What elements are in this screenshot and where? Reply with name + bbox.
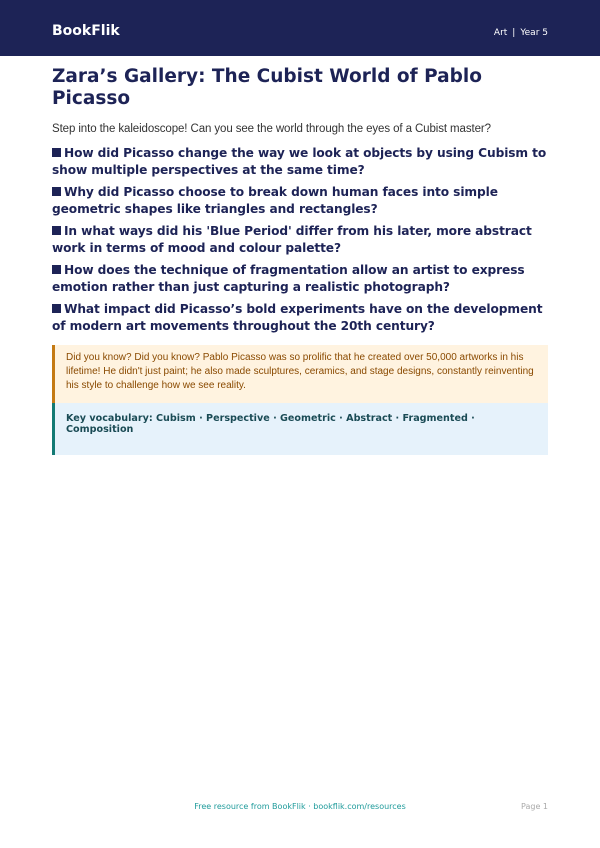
- year-label: Year 5: [520, 28, 548, 38]
- square-bullet-icon: [52, 187, 61, 196]
- question-text: What impact did Picasso’s bold experiments have on the development of modern art movements throughout the 20th century?: [52, 302, 543, 333]
- square-bullet-icon: [52, 265, 61, 274]
- question-item: [52, 223, 548, 257]
- question-text: Why did Picasso choose to break down human faces into simple geometric shapes like triangles and rectangles?: [52, 185, 498, 216]
- question-text: How does the technique of fragmentation allow an artist to express emotion rather than just capturing a realistic photograph?: [52, 263, 525, 294]
- vocabulary-box: Key vocabulary: Cubism · Perspective · Geometric · Abstract · Fragmented · Composition: [52, 403, 548, 455]
- question-item: [52, 262, 548, 296]
- subject-meta: [494, 28, 548, 38]
- square-bullet-icon: [52, 148, 61, 157]
- subject-label: Art: [493, 28, 508, 38]
- question-text: In what ways did his 'Blue Period' differ from his later, more abstract work in terms of mood and colour palette?: [52, 224, 532, 255]
- worksheet-content: [52, 66, 548, 455]
- page-title: Zara’s Gallery: The Cubist World of Pablo Picasso: [52, 66, 482, 109]
- square-bullet-icon: [52, 226, 61, 235]
- question-item: [52, 184, 548, 218]
- square-bullet-icon: [52, 304, 61, 313]
- intro-text: Step into the kaleidoscope! Can you see the world through the eyes of a Cubist master?: [52, 123, 491, 135]
- fact-box: Did you know? Did you know? Pablo Picasso was so prolific that he created over 50,000 artworks in his lifetime! He didn't just paint; he also made sculptures, ceramics, and stage designs, constantly reinventing his style to challenge how we see reality.: [52, 345, 548, 403]
- footer-resource-link[interactable]: Free resource from BookFlik · bookflik.com/resources: [194, 802, 406, 811]
- page-number: Page 1: [521, 802, 548, 811]
- question-item: [52, 301, 548, 335]
- question-list: [52, 145, 548, 335]
- question-text: How did Picasso change the way we look at objects by using Cubism to show multiple perspectives at the same time?: [52, 146, 547, 177]
- meta-separator: |: [512, 28, 516, 38]
- question-item: [52, 145, 548, 179]
- header-bar: [0, 0, 600, 56]
- brand-logo[interactable]: BookFlik: [52, 23, 120, 39]
